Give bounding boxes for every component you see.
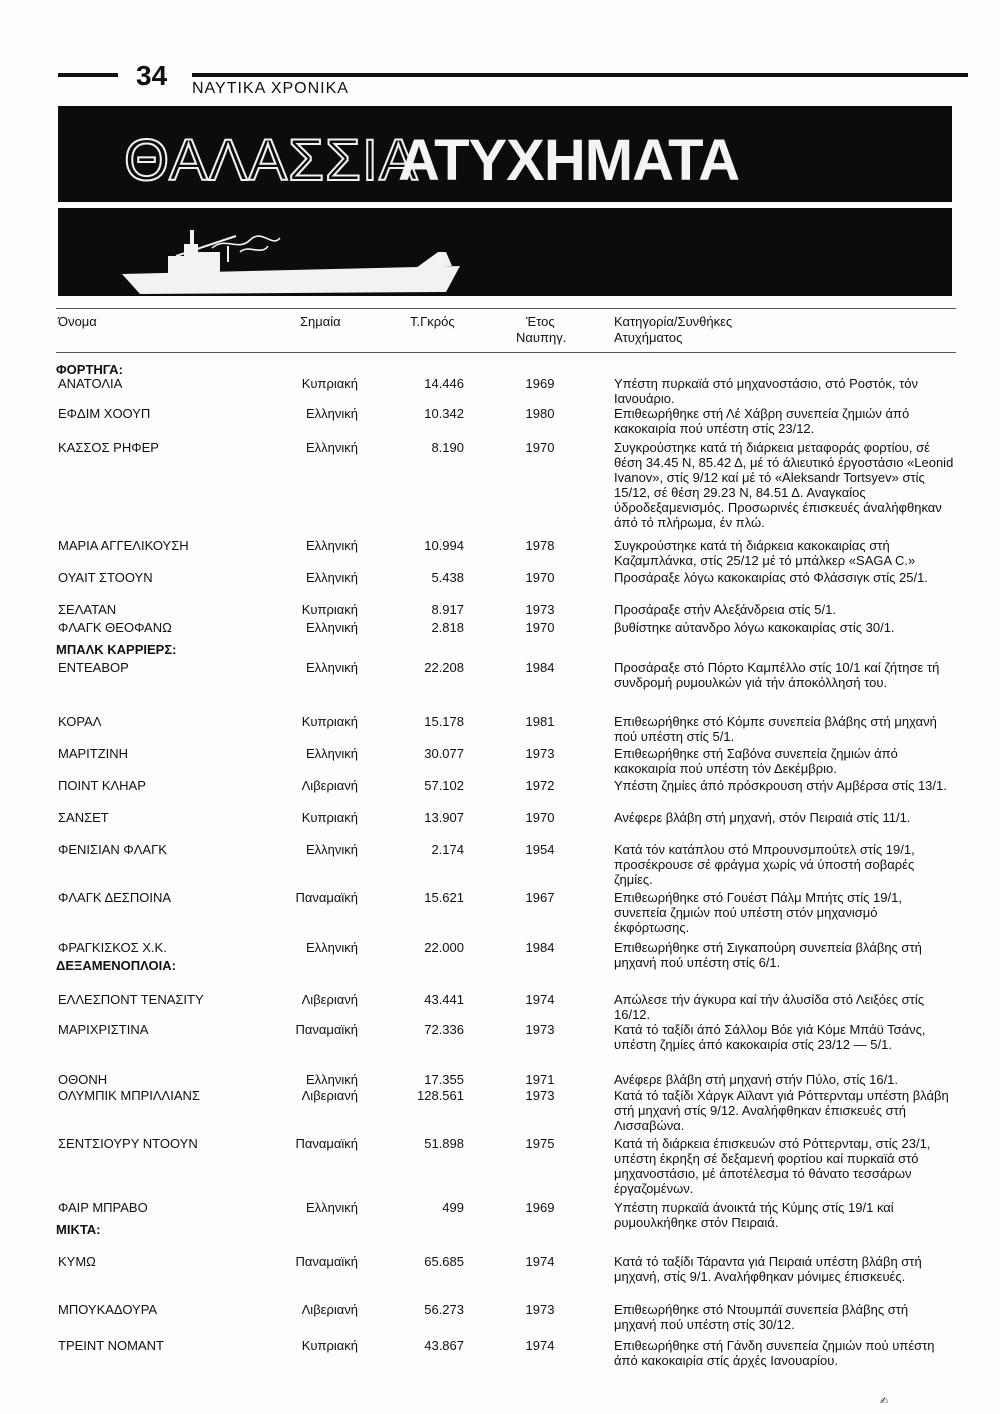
ship-tonnage: 56.273	[424, 1302, 464, 1317]
ship-flag: Ελληνική	[305, 570, 358, 585]
accident-description: Επιθεωρήθηκε στό Κόμπε συνεπεία βλάβης στή μηχανή πού υπέστη στίς 5/1.	[614, 714, 937, 744]
ship-name: ΟΥΑΙΤ ΣΤΟΟΥΝ	[58, 570, 153, 585]
ship-tonnage: 499	[442, 1200, 464, 1215]
table-header-rule-bottom	[56, 352, 956, 353]
ship-flag: Ελληνική	[305, 746, 358, 761]
ship-name: ΣΑΝΣΕΤ	[58, 810, 109, 825]
accident-description: Επιθεωρήθηκε στή Σαβόνα συνεπεία ζημιών άπό κακοκαιρία πού υπέστη τόν Δεκέμβριο.	[614, 746, 898, 776]
ship-tonnage: 2.174	[431, 842, 464, 857]
ship-name: ΕΦΔΙΜ ΧΟΟΥΠ	[58, 406, 151, 421]
accident-description: Προσάραξε λόγω κακοκαιρίας στό Φλάσσιγκ στίς 25/1.	[614, 570, 928, 585]
column-header-tonnage: Τ.Γκρός	[410, 314, 455, 329]
ship-year: 1972	[525, 778, 555, 793]
ship-name: ΜΑΡΙΑ ΑΓΓΕΛΙΚΟΥΣΗ	[58, 538, 189, 553]
accident-description: Κατά τό ταξίδι Τάραντα γιά Πειραιά υπέστη βλάβη στή μηχανή, στίς 9/1. Αναλήφθηκαν μόνιμες έπισκευές.	[614, 1254, 922, 1284]
accident-description: Κατά τό ταξίδι άπό Σάλλομ Βόε γιά Κόμε Μπάϋ Τσάνς, υπέστη ζημίες άπό κακοκαιρία στίς 23/12 — 5/1.	[614, 1022, 926, 1052]
accident-description: Υπέστη ζημίες άπό πρόσκρουση στήν Αμβέρσα στίς 13/1.	[614, 778, 947, 793]
ship-flag: Κυπριακή	[301, 1338, 358, 1353]
ship-silhouette-icon	[116, 222, 466, 298]
magazine-title: ΝΑΥΤΙΚΑ ΧΡΟΝΙΚΑ	[192, 80, 349, 97]
ship-tonnage: 8.917	[431, 602, 464, 617]
ship-tonnage: 43.867	[424, 1338, 464, 1353]
ship-tonnage: 10.994	[424, 538, 464, 553]
column-header-year-sub: Ναυπηγ.	[516, 330, 567, 345]
ship-name: ΦΡΑΓΚΙΣΚΟΣ Χ.Κ.	[58, 940, 167, 955]
table-header-rule-top	[56, 308, 956, 309]
ship-name: ΣΕΛΑΤΑΝ	[58, 602, 117, 617]
ship-name: ΠΟΙΝΤ ΚΛΗΑΡ	[58, 778, 146, 793]
ship-name: ΟΛΥΜΠΙΚ ΜΠΡΙΛΛΙΑΝΣ	[58, 1088, 200, 1103]
ship-name: ΕΝΤΕΑΒΟΡ	[58, 660, 129, 675]
ship-flag: Λιβεριανή	[301, 1302, 358, 1317]
accident-description: Κατά τή διάρκεια έπισκευών στό Ρόττερνταμ, στίς 23/1, υπέστη έκρηξη σέ δεξαμενή φορτίου καί πυρκαϊά στό μηχανοστάσιο, μέ άποτέλεσμα τό θάνατο τεσσάρων έργαζομένων.	[614, 1136, 931, 1196]
ship-flag: Ελληνική	[305, 1200, 358, 1215]
accident-description: Κατά τό ταξίδι Χάργκ Αϊλαντ γιά Ρόττερνταμ υπέστη βλάβη στή μηχανή στίς 9/12. Αναλήφθηκαν έπισκευές στή Λισσαβώνα.	[614, 1088, 949, 1133]
ship-tonnage: 8.190	[431, 440, 464, 455]
header-rule-left	[58, 73, 118, 77]
ship-tonnage: 128.561	[417, 1088, 464, 1103]
accident-description: Υπέστη πυρκαϊά στό μηχανοστάσιο, στό Ροστόκ, τόν Ιανουάριο.	[614, 376, 918, 406]
ship-flag: Παναμαϊκή	[295, 1022, 358, 1037]
ship-flag: Ελληνική	[305, 620, 358, 635]
column-header-category: Κατηγορία/Συνθήκες	[614, 314, 733, 329]
accident-description: Ανέφερε βλάβη στή μηχανή, στόν Πειραιά στίς 11/1.	[614, 810, 911, 825]
ship-name: ΜΑΡΙΤΖΙΝΗ	[58, 746, 129, 761]
accident-description: Συγκρούστηκε κατά τή διάρκεια μεταφοράς φορτίου, σέ θέση 34.45 Ν, 85.42 Δ, μέ τό άλιευτικό έργοστάσιο «Leonid Ivanov», στίς 9/12 καί μέ τό «Aleksandr Tortsyev» στίς 15/12, σέ θέση 29.23 Ν, 84.51 Δ. Αναγκαίος ύδροδεξαμενισμός. Προσωρινές έπισκευές άναλήφθηκαν άπό τό πλήρωμα, έν πλώ.	[614, 440, 954, 530]
ship-year: 1970	[525, 810, 555, 825]
ship-flag: Παναμαϊκή	[295, 890, 358, 905]
ship-name: ΣΕΝΤΣΙΟΥΡΥ ΝΤΟΟΥΝ	[58, 1136, 198, 1151]
ship-flag: Κυπριακή	[301, 714, 358, 729]
ship-name: ΤΡΕΙΝΤ ΝΟΜΑΝΤ	[58, 1338, 164, 1353]
ship-flag: Ελληνική	[305, 440, 358, 455]
ship-year: 1984	[525, 940, 555, 955]
ship-year: 1974	[525, 992, 555, 1007]
accident-description: Απώλεσε τήν άγκυρα καί τήν άλυσίδα στό Λειξόες στίς 16/12.	[614, 992, 924, 1022]
ship-year: 1981	[525, 714, 555, 729]
ship-flag: Ελληνική	[305, 842, 358, 857]
category-mixed: ΜΙΚΤΑ:	[56, 1222, 101, 1237]
ship-year: 1970	[525, 570, 555, 585]
column-header-year: Έτος	[526, 314, 555, 329]
accident-description: Επιθεωρήθηκε στό Γουέστ Πάλμ Μπήτς στίς 19/1, συνεπεία ζημιών πού υπέστη στόν μηχανισμό έκφόρτωσης.	[614, 890, 902, 935]
ship-name: ΦΕΝΙΣΙΑΝ ΦΛΑΓΚ	[58, 842, 167, 857]
ship-flag: Ελληνική	[305, 406, 358, 421]
accident-description: βυθίστηκε αύτανδρο λόγω κακοκαιρίας στίς 30/1.	[614, 620, 895, 635]
ship-year: 1967	[525, 890, 555, 905]
ship-name: ΟΘΟΝΗ	[58, 1072, 108, 1087]
ship-flag: Λιβεριανή	[301, 778, 358, 793]
ship-flag: Ελληνική	[305, 660, 358, 675]
accident-description: Επιθεωρήθηκε στό Ντουμπάϊ συνεπεία βλάβης στή μηχανή πού υπέστη στίς 30/12.	[614, 1302, 909, 1332]
column-header-name: Όνομα	[58, 314, 97, 329]
ship-year: 1974	[525, 1338, 555, 1353]
category-tankers: ΔΕΞΑΜΕΝΟΠΛΟΙΑ:	[56, 958, 176, 973]
ship-year: 1984	[525, 660, 555, 675]
ship-name: ΚΟΡΑΛ	[58, 714, 102, 729]
ship-tonnage: 22.000	[424, 940, 464, 955]
ship-tonnage: 5.438	[431, 570, 464, 585]
ship-year: 1970	[525, 440, 555, 455]
ship-tonnage: 72.336	[424, 1022, 464, 1037]
ship-tonnage: 57.102	[424, 778, 464, 793]
ship-name: ΦΛΑΓΚ ΔΕΣΠΟΙΝΑ	[58, 890, 172, 905]
ship-tonnage: 15.621	[424, 890, 464, 905]
header-rule-right	[192, 73, 968, 77]
ship-year: 1969	[525, 376, 555, 391]
ship-flag: Ελληνική	[305, 940, 358, 955]
ship-year: 1954	[525, 842, 555, 857]
column-header-category-sub: Ατυχήματος	[614, 330, 683, 345]
ship-flag: Παναμαϊκή	[295, 1254, 358, 1269]
category-cargo: ΦΟΡΤΗΓΑ:	[56, 362, 123, 377]
ship-year: 1973	[525, 602, 555, 617]
banner-title-bold: ΑΤΥΧΗΜΑΤΑ	[398, 128, 740, 193]
ship-year: 1973	[525, 1088, 555, 1103]
ship-flag: Ελληνική	[305, 1072, 358, 1087]
page-number: 34	[136, 60, 168, 91]
ship-flag: Κυπριακή	[301, 602, 358, 617]
ship-name: ΕΛΛΕΣΠΟΝΤ ΤΕΝΑΣΙΤΥ	[58, 992, 204, 1007]
column-header-flag: Σημαία	[300, 314, 341, 329]
ship-flag: Λιβεριανή	[301, 1088, 358, 1103]
ship-flag: Παναμαϊκή	[295, 1136, 358, 1151]
ship-year: 1978	[525, 538, 555, 553]
signature: ✍	[880, 1396, 889, 1407]
accident-description: Ανέφερε βλάβη στή μηχανή στήν Πύλο, στίς 16/1.	[614, 1072, 899, 1087]
ship-year: 1975	[525, 1136, 555, 1151]
ship-name: ΦΑΙΡ ΜΠΡΑΒΟ	[58, 1200, 148, 1215]
ship-year: 1980	[525, 406, 555, 421]
ship-year: 1971	[525, 1072, 555, 1087]
ship-tonnage: 43.441	[424, 992, 464, 1007]
ship-name: ΜΠΟΥΚΑΔΟΥΡΑ	[58, 1302, 158, 1317]
ship-tonnage: 51.898	[424, 1136, 464, 1151]
ship-year: 1973	[525, 1022, 555, 1037]
ship-year: 1969	[525, 1200, 555, 1215]
ship-year: 1973	[525, 746, 555, 761]
ship-name: ΚΑΣΣΟΣ ΡΗΦΕΡ	[58, 440, 159, 455]
ship-tonnage: 13.907	[424, 810, 464, 825]
ship-name: ΑΝΑΤΟΛΙΑ	[58, 376, 123, 391]
accident-description: Προσάραξε στήν Αλεξάνδρεια στίς 5/1.	[614, 602, 836, 617]
accident-description: Υπέστη πυρκαϊά άνοικτά τής Κύμης στίς 19/1 καί ρυμουλκήθηκε στόν Πειραιά.	[614, 1200, 894, 1230]
ship-flag: Κυπριακή	[301, 376, 358, 391]
ship-tonnage: 30.077	[424, 746, 464, 761]
ship-flag: Κυπριακή	[301, 810, 358, 825]
ship-tonnage: 17.355	[424, 1072, 464, 1087]
accident-description: Επιθεωρήθηκε στή Σιγκαπούρη συνεπεία βλάβης στή μηχανή πού υπέστη στίς 6/1.	[614, 940, 922, 970]
ship-tonnage: 15.178	[424, 714, 464, 729]
ship-tonnage: 22.208	[424, 660, 464, 675]
ship-name: ΜΑΡΙΧΡΙΣΤΙΝΑ	[58, 1022, 149, 1037]
banner-title-light: ΘΑΛΑΣΣΙΑ	[124, 128, 419, 193]
ship-year: 1974	[525, 1254, 555, 1269]
category-bulk-carriers: ΜΠΑΛΚ ΚΑΡΡΙΕΡΣ:	[56, 642, 177, 657]
ship-name: ΚΥΜΩ	[58, 1254, 96, 1269]
accident-description: Προσάραξε στό Πόρτο Καμπέλλο στίς 10/1 καί ζήτησε τή συνδρομή ρυμουλκών γιά τήν άποκόλλησή του.	[614, 660, 940, 690]
accident-description: Επιθεωρήθηκε στή Λέ Χάβρη συνεπεία ζημιών άπό κακοκαιρία πού υπέστη στίς 23/12.	[614, 406, 910, 436]
accident-description: Κατά τόν κατάπλου στό Μπρουνσμπούτελ στίς 19/1, προσέκρουσε σέ φράγμα χωρίς νά ύποστή σοβαρές ζημίες.	[614, 842, 915, 887]
accident-description: Επιθεωρήθηκε στή Γάνδη συνεπεία ζημιών πού υπέστη άπό κακοκαιρία στίς άρχές Ιανουαρίου.	[614, 1338, 935, 1368]
ship-year: 1970	[525, 620, 555, 635]
ship-tonnage: 2.818	[431, 620, 464, 635]
ship-flag: Λιβεριανή	[301, 992, 358, 1007]
ship-tonnage: 65.685	[424, 1254, 464, 1269]
ship-year: 1973	[525, 1302, 555, 1317]
ship-tonnage: 14.446	[424, 376, 464, 391]
ship-flag: Ελληνική	[305, 538, 358, 553]
ship-tonnage: 10.342	[424, 406, 464, 421]
accident-description: Συγκρούστηκε κατά τή διάρκεια κακοκαιρίας στή Καζαμπλάνκα, στίς 25/12 μέ τό μπάλκερ «SAGA C.»	[614, 538, 916, 568]
ship-name: ΦΛΑΓΚ ΘΕΟΦΑΝΩ	[58, 620, 172, 635]
